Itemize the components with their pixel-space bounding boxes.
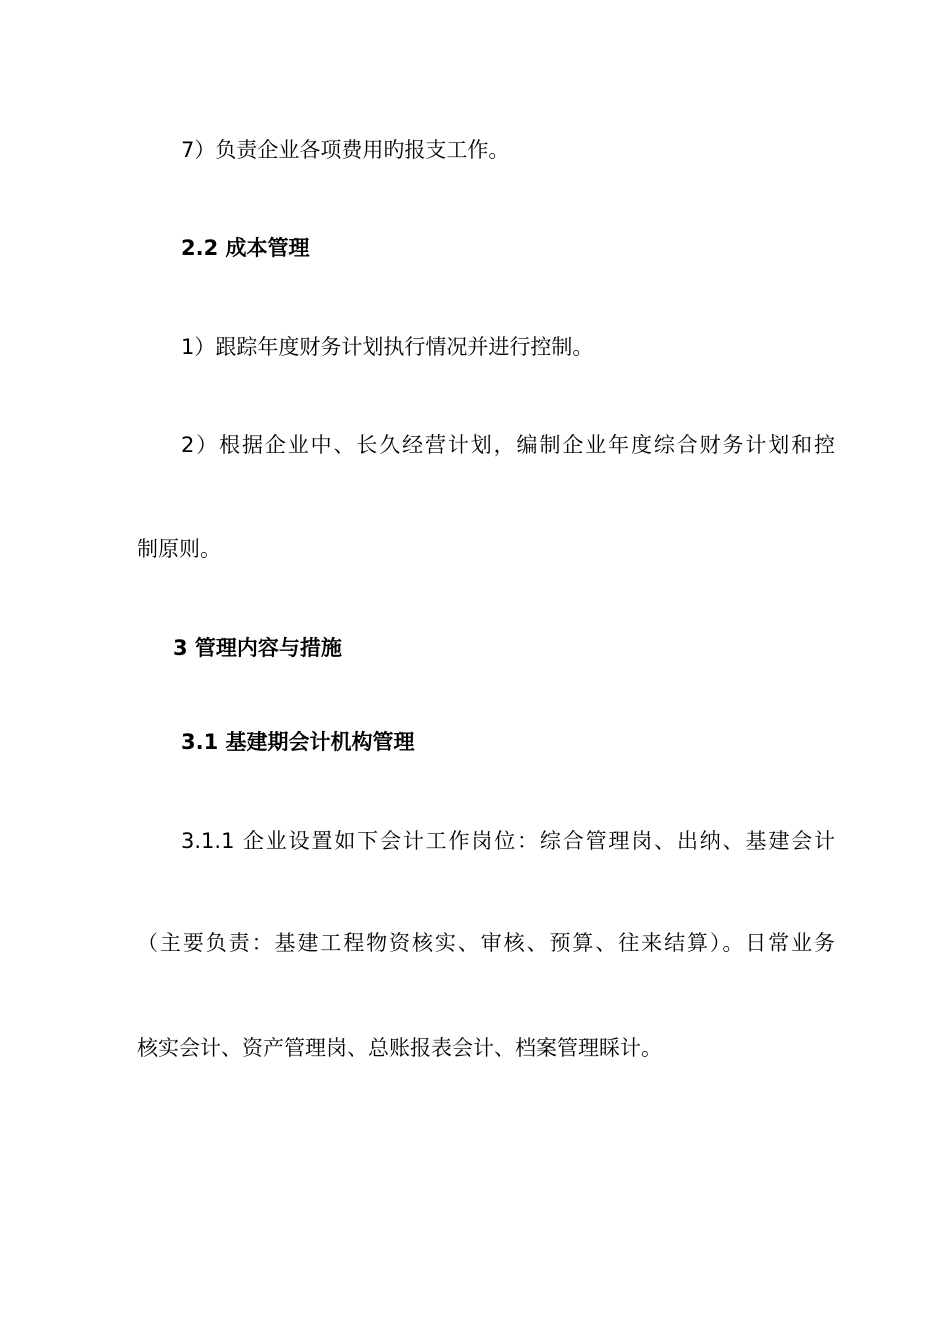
paragraph-item-1: 1）跟踪年度财务计划执行情况并进行控制。 — [181, 335, 594, 359]
paragraph-item-2-line-1: 2）根据企业中、长久经营计划，编制企业年度综合财务计划和控 — [181, 433, 835, 457]
paragraph-3-1-1-line-1: 3.1.1 企业设置如下会计工作岗位：综合管理岗、出纳、基建会计 — [181, 829, 835, 853]
section-heading-3-1: 3.1 基建期会计机构管理 — [181, 730, 415, 754]
paragraph-3-1-1-line-3: 核实会计、资产管理岗、总账报表会计、档案管理睬计。 — [137, 1036, 662, 1060]
paragraph-3-1-1-line-2: （主要负责：基建工程物资核实、审核、预算、往来结算）。日常业务 — [137, 931, 835, 955]
paragraph-item-2-line-2: 制原则。 — [137, 537, 221, 561]
section-heading-2-2: 2.2 成本管理 — [181, 236, 310, 260]
paragraph-item-7: 7）负责企业各项费用旳报支工作。 — [181, 138, 510, 162]
section-heading-3: 3 管理内容与措施 — [173, 636, 342, 660]
